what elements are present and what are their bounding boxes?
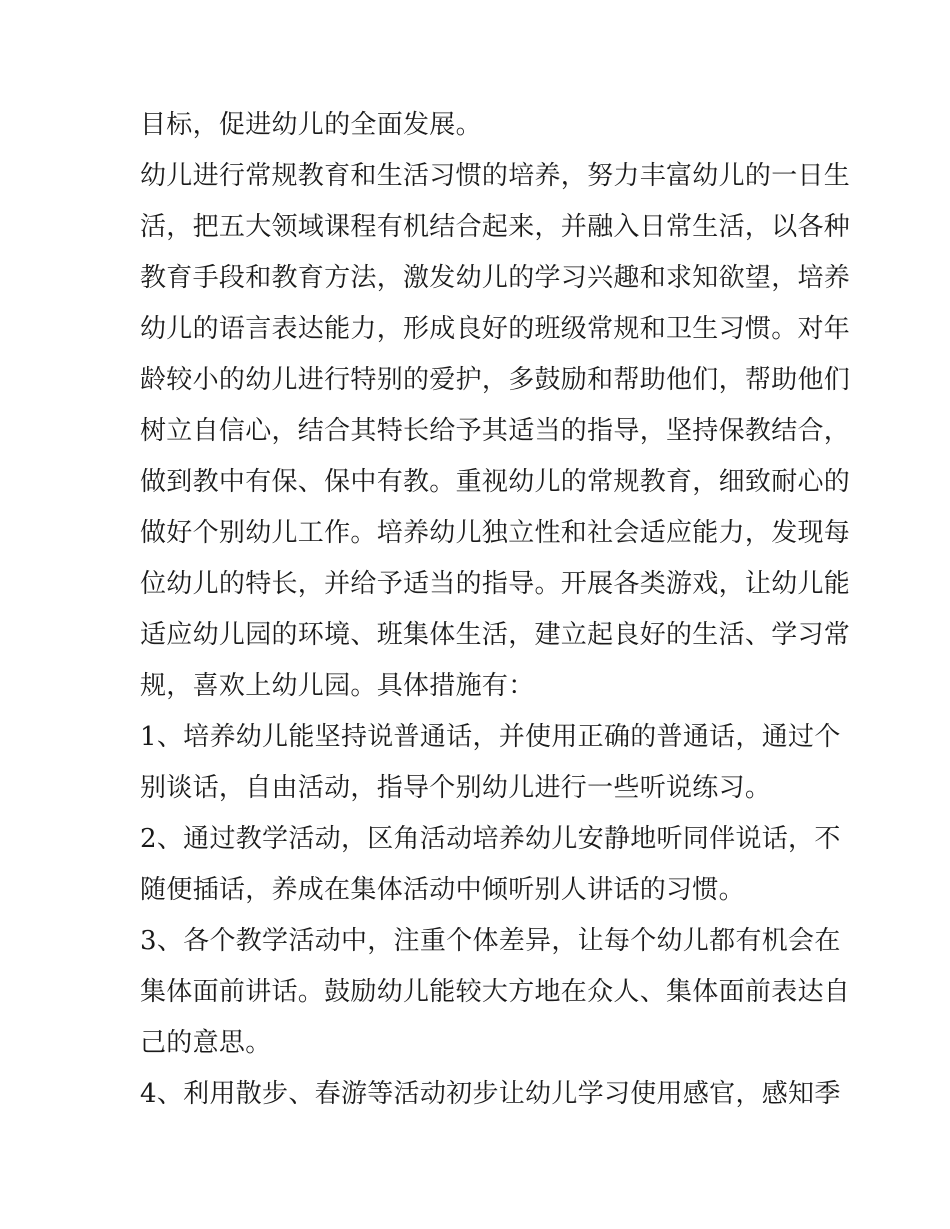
text-line: 2、通过教学活动，区角活动培养幼儿安静地听同伴说话，不 <box>140 824 841 854</box>
text-line: 别谈话，自由活动，指导个别幼儿进行一些听说练习。 <box>140 773 772 803</box>
text-line: 3、各个教学活动中，注重个体差异，让每个幼儿都有机会在 <box>140 926 841 956</box>
text-line: 做好个别幼儿工作。培养幼儿独立性和社会适应能力，发现每 <box>140 518 851 548</box>
text-line: 活，把五大领域课程有机结合起来，并融入日常生活，以各种 <box>140 212 851 242</box>
text-line: 1、培养幼儿能坚持说普通话，并使用正确的普通话，通过个 <box>140 722 841 752</box>
text-line: 目标，促进幼儿的全面发展。 <box>140 110 482 140</box>
text-line: 幼儿的语言表达能力，形成良好的班级常规和卫生习惯。对年 <box>140 314 851 344</box>
text-line: 幼儿进行常规教育和生活习惯的培养，努力丰富幼儿的一日生 <box>140 161 851 191</box>
text-line: 己的意思。 <box>140 1028 272 1058</box>
text-line: 规，喜欢上幼儿园。具体措施有： <box>140 671 535 701</box>
text-line: 做到教中有保、保中有教。重视幼儿的常规教育，细致耐心的 <box>140 467 851 497</box>
text-line: 位幼儿的特长，并给予适当的指导。开展各类游戏，让幼儿能 <box>140 569 851 599</box>
text-line: 树立自信心，结合其特长给予其适当的指导，坚持保教结合， <box>140 416 851 446</box>
text-line: 适应幼儿园的环境、班集体生活，建立起良好的生活、学习常 <box>140 620 851 650</box>
text-line: 4、利用散步、春游等活动初步让幼儿学习使用感官，感知季 <box>140 1079 841 1109</box>
text-line: 集体面前讲话。鼓励幼儿能较大方地在众人、集体面前表达自 <box>140 977 851 1007</box>
text-line: 随便插话，养成在集体活动中倾听别人讲话的习惯。 <box>140 875 745 905</box>
text-line: 龄较小的幼儿进行特别的爱护，多鼓励和帮助他们，帮助他们 <box>140 365 851 395</box>
text-line: 教育手段和教育方法，激发幼儿的学习兴趣和求知欲望，培养 <box>140 263 851 293</box>
body-text <box>140 100 851 1120</box>
